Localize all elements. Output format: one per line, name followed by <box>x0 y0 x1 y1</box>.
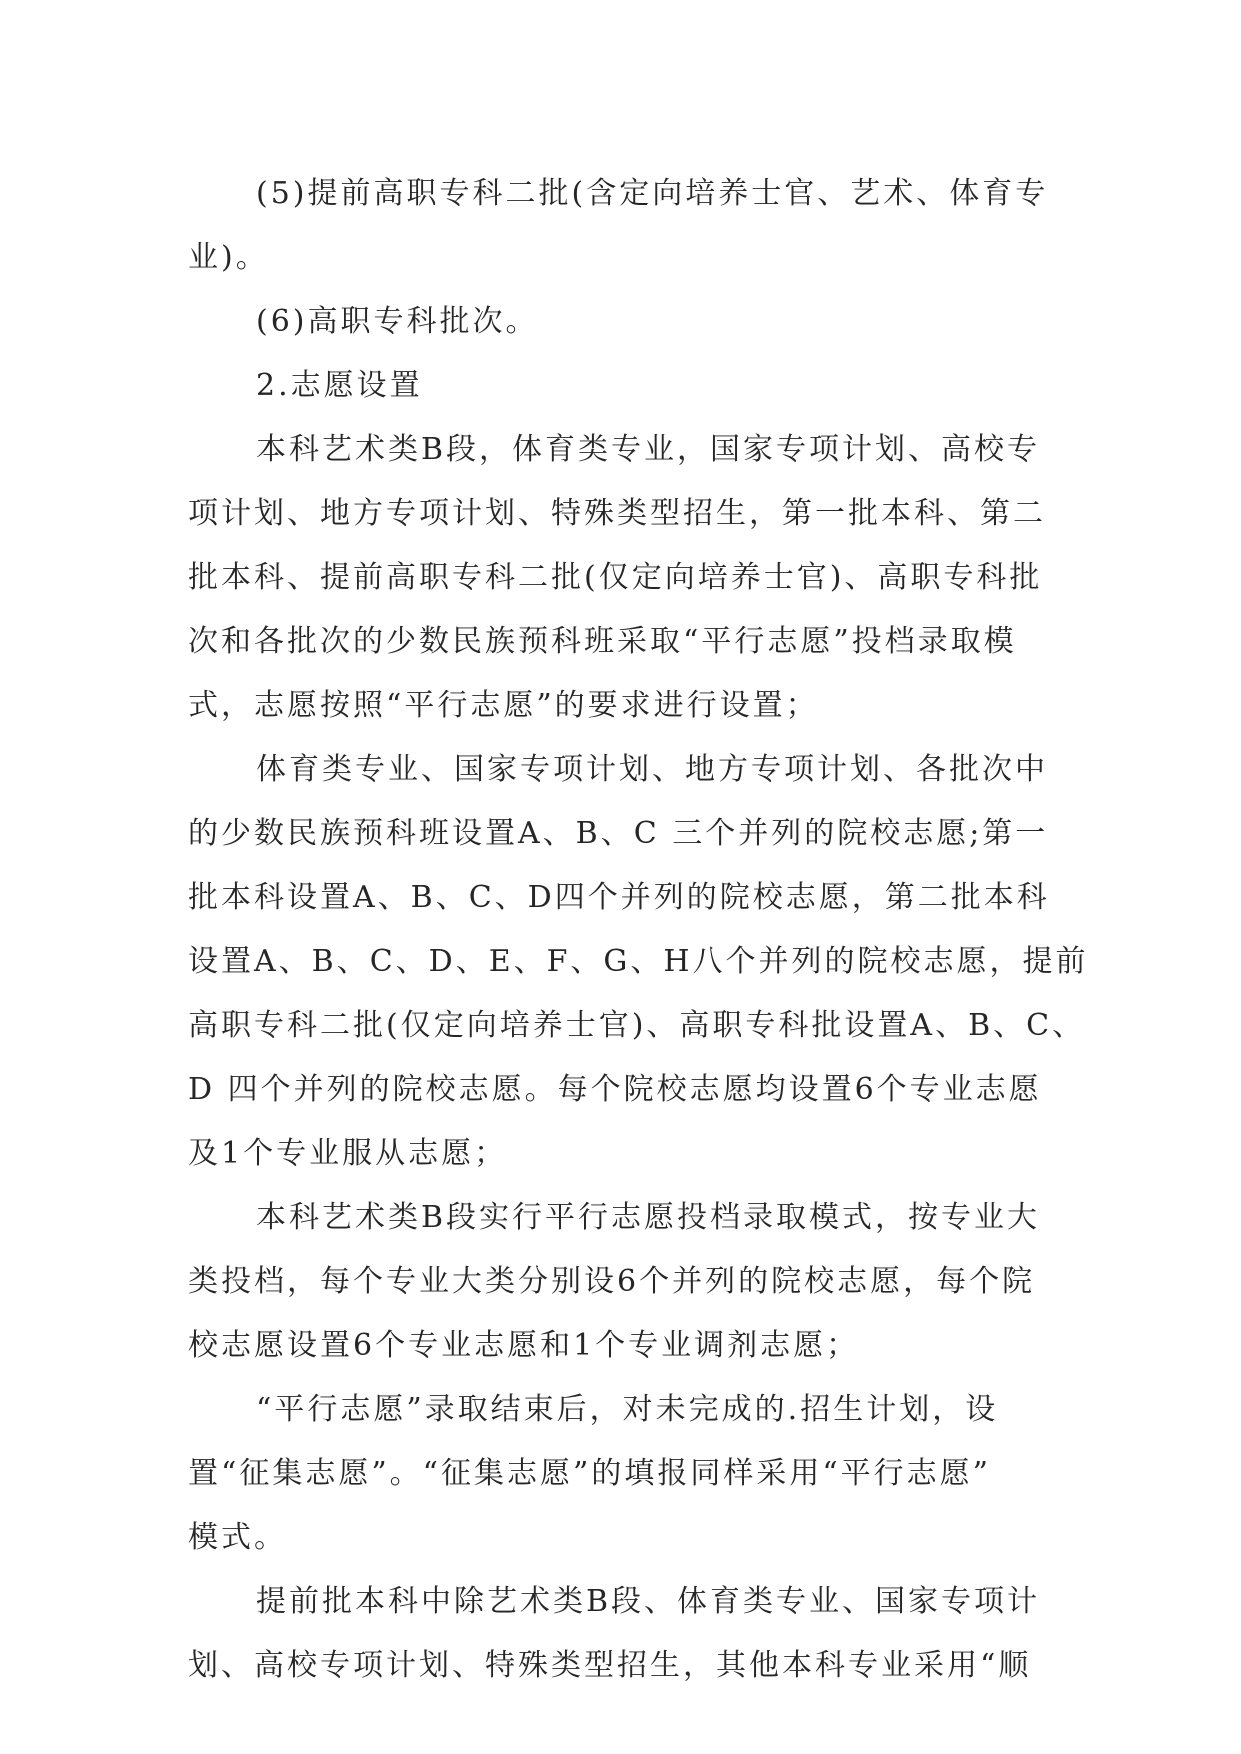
paragraph-line: 业)。 <box>188 240 269 275</box>
paragraph-line: 项计划、地方专项计划、特殊类型招生，第一批本科、第二 <box>188 496 1046 531</box>
paragraph-line: 体育类专业、国家专项计划、地方专项计划、各批次中 <box>256 752 1048 787</box>
document-body <box>188 162 1089 1698</box>
paragraph-line: 划、高校专项计划、特殊类型招生，其他本科专业采用“顺 <box>188 1648 1032 1683</box>
paragraph-line: 本科艺术类B段实行平行志愿投档录取模式，按专业大 <box>256 1200 1041 1235</box>
paragraph-line: (5)提前高职专科二批(含定向培养士官、艺术、体育专 <box>256 176 1049 211</box>
paragraph-line: D 四个并列的院校志愿。每个院校志愿均设置6个专业志愿 <box>188 1072 1042 1107</box>
paragraph-line: 类投档，每个专业大类分别设6个并列的院校志愿，每个院 <box>188 1264 1036 1299</box>
paragraph-line: 批本科、提前高职专科二批(仅定向培养士官)、高职专科批 <box>188 560 1043 595</box>
paragraph-line: 提前批本科中除艺术类B段、体育类专业、国家专项计 <box>256 1584 1041 1619</box>
paragraph-line: 模式。 <box>188 1520 287 1555</box>
paragraph-line: 次和各批次的少数民族预科班采取“平行志愿”投档录取模 <box>188 624 1017 659</box>
paragraph-line: 及1个专业服从志愿； <box>188 1136 508 1171</box>
paragraph-line: 设置A、B、C、D、E、F、G、H八个并列的院校志愿，提前 <box>188 944 1089 979</box>
paragraph-line: 高职专科二批(仅定向培养士官)、高职专科批设置A、B、C、 <box>188 1008 1086 1043</box>
paragraph-line: 校志愿设置6个专业志愿和1个专业调剂志愿； <box>188 1328 860 1363</box>
paragraph-line: 式，志愿按照“平行志愿”的要求进行设置； <box>188 688 819 723</box>
paragraph-line: 置“征集志愿”。“征集志愿”的填报同样采用“平行志愿” <box>188 1456 992 1491</box>
paragraph-line: “平行志愿”录取结束后，对未完成的.招生计划，设 <box>256 1392 999 1427</box>
paragraph-line: 批本科设置A、B、C、D四个并列的院校志愿，第二批本科 <box>188 880 1050 915</box>
section-heading: 2.志愿设置 <box>256 368 423 403</box>
paragraph-line: (6)高职专科批次。 <box>256 304 539 339</box>
paragraph-line: 本科艺术类B段，体育类专业，国家专项计划、高校专 <box>256 432 1041 467</box>
paragraph-line: 的少数民族预科班设置A、B、C 三个并列的院校志愿;第一 <box>188 816 1049 851</box>
